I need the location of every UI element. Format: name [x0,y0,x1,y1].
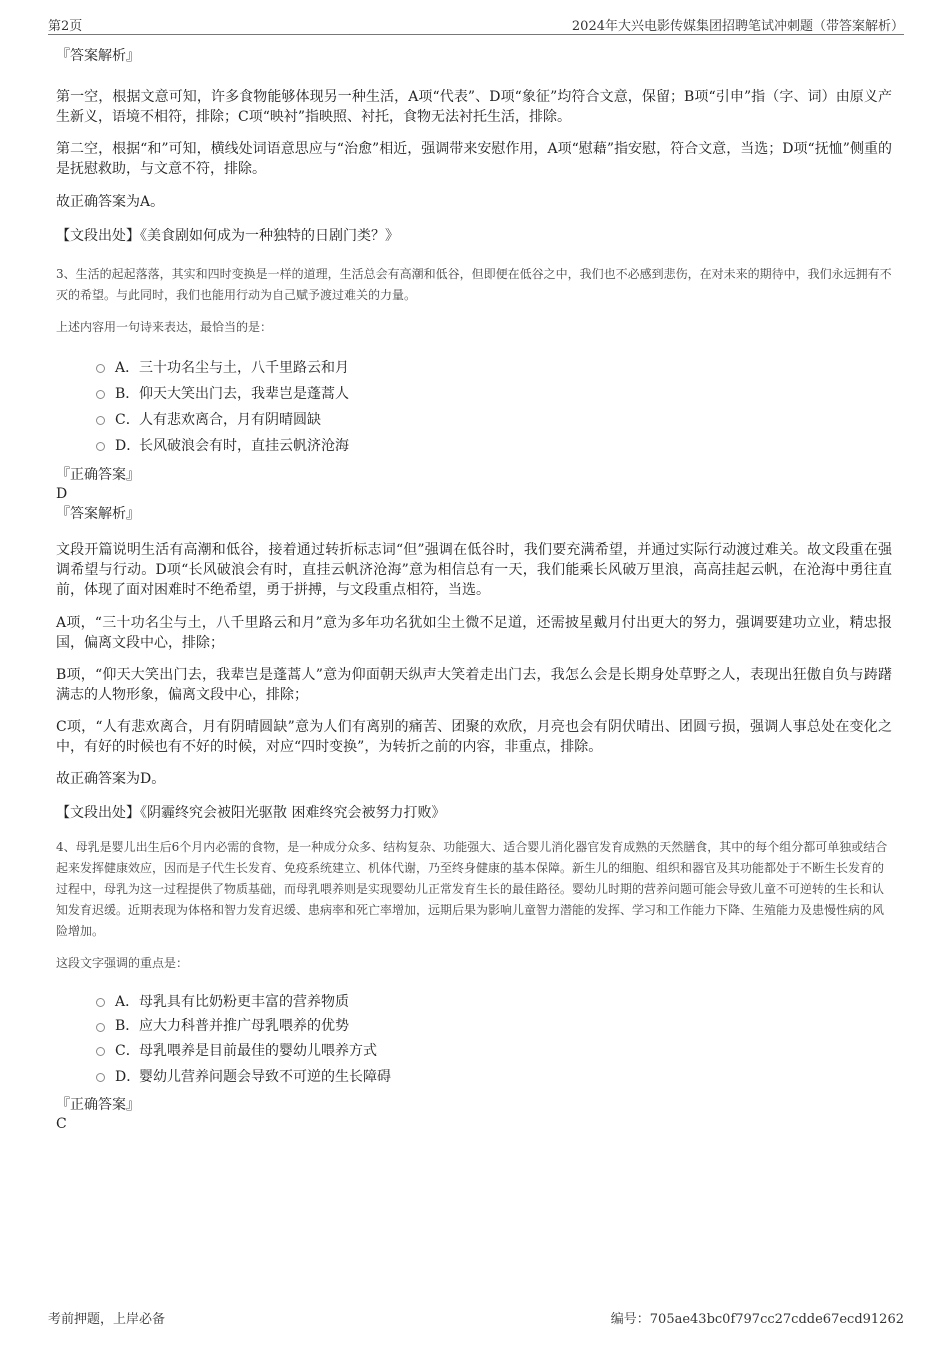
option-c[interactable]: C．人有悲欢离合，月有阴晴圆缺 [56,407,892,433]
analysis-conclusion: 故正确答案为D。 [56,771,166,787]
page-header [48,14,904,35]
analysis-paragraph: 第一空，根据文意可知，许多食物能够体现另一种生活，A项“代表”、D项“象征”均符合文意，保留；B项“引申”指（字、词）由原义产生新义，语境不相符，排除；C项“映衬”指映照、衬托，食物无法衬托生活，排除。 [56,89,892,125]
correct-answer: C [56,1116,67,1132]
option-list [56,355,892,459]
analysis-conclusion: 故正确答案为A。 [56,194,165,210]
question-stem: 4、母乳是婴儿出生后6个月内必需的食物，是一种成分众多、结构复杂、功能强大、适合婴儿消化器官发育成熟的天然膳食，其中的每个组分都可单独或结合起来发挥健康效应，因而是子代生长发育、免疫系统建立、机体代谢，乃至终身健康的基本保障。新生儿的细胞、组织和器官及其功能都处于不断生长发育的过程中，母乳为这一过程提供了物质基础，而母乳喂养则是实现婴幼儿正常发育生长的最佳路径。婴幼儿时期的营养问题可能会导致儿童不可逆转的生长和认知发育迟缓。近期表现为体格和智力发育迟缓、患病率和死亡率增加，远期后果为影响儿童智力潜能的发挥、学习和工作能力下降、生殖能力及患慢性病的风险增加。 [56,840,888,938]
radio-icon[interactable] [96,442,105,451]
analysis-paragraph: 第二空，根据“和”可知，横线处词语意思应与“治愈”相近，强调带来安慰作用，A项“慰藉”指安慰，符合文意，当选；D项“抚恤”侧重的是抚慰救助，与文意不符，排除。 [56,141,892,177]
page-number: 第2页 [48,19,83,34]
option-d[interactable]: D．长风破浪会有时，直挂云帆济沧海 [56,433,892,459]
option-d[interactable]: D．婴幼儿营养问题会导致不可逆的生长障碍 [56,1064,892,1090]
correct-answer-label: 『正确答案』 [56,1097,140,1113]
option-c[interactable]: C．母乳喂养是目前最佳的婴幼儿喂养方式 [56,1038,892,1064]
option-b[interactable]: B．应大力科普并推广母乳喂养的优势 [56,1015,892,1038]
correct-answer: D [56,486,68,502]
document-title: 2024年大兴电影传媒集团招聘笔试冲刺题（带答案解析） [571,19,904,34]
radio-icon[interactable] [96,364,105,373]
option-list [56,989,892,1090]
analysis-paragraph: B项，“仰天大笑出门去，我辈岂是蓬蒿人”意为仰面朝天纵声大笑着走出门去，我怎么会是长期身处草野之人，表现出狂傲自负与踌躇满志的人物形象，偏离文段中心，排除； [56,667,892,703]
correct-answer-label: 『正确答案』 [56,467,140,483]
page-footer [48,1308,904,1327]
radio-icon[interactable] [96,1073,105,1082]
question-prompt: 这段文字强调的重点是： [56,956,189,970]
analysis-paragraph: C项，“人有悲欢离合，月有阴晴圆缺”意为人们有离别的痛苦、团聚的欢欣，月亮也会有阴伏晴出、团圆亏损，强调人事总处在变化之中，有好的时候也有不好的时候，对应“四时变换”，为转折之前的内容，非重点，排除。 [56,719,892,755]
question-prompt: 上述内容用一句诗来表达，最恰当的是： [56,320,273,334]
analysis-paragraph: A项，“三十功名尘与土，八千里路云和月”意为多年功名犹如尘土微不足道，还需披星戴月付出更大的努力，强调要建功立业，精忠报国，偏离文段中心，排除； [56,615,892,651]
source-citation: 【文段出处】《阴霾终究会被阳光驱散 困难终究会被努力打败》 [56,805,446,821]
analysis-paragraph: 文段开篇说明生活有高潮和低谷，接着通过转折标志词“但”强调在低谷时，我们要充满希望，并通过实际行动渡过难关。故文段重在强调希望与行动。D项“长风破浪会有时，直挂云帆济沧海”意为相信总有一天，我们能乘长风破万里浪，高高挂起云帆，在沧海中勇往直前，体现了面对困难时不绝希望，勇于拼搏，与文段重点相符，当选。 [56,542,892,598]
analysis-label: 『答案解析』 [56,506,140,522]
radio-icon[interactable] [96,1023,105,1032]
source-citation: 【文段出处】《美食剧如何成为一种独特的日剧门类？》 [56,228,399,244]
radio-icon[interactable] [96,416,105,425]
option-a[interactable]: A．母乳具有比奶粉更丰富的营养物质 [56,989,892,1015]
option-b[interactable]: B．仰天大笑出门去，我辈岂是蓬蒿人 [56,381,892,407]
question-stem: 3、生活的起起落落，其实和四时变换是一样的道理，生活总会有高潮和低谷，但即便在低谷之中，我们也不必感到悲伤，在对未来的期待中，我们永远拥有不灭的希望。与此同时，我们也能用行动为自己赋予渡过难关的力量。 [56,267,892,302]
radio-icon[interactable] [96,390,105,399]
document-code: 编号：705ae43bc0f797cc27cdde67ecd91262 [610,1312,904,1327]
footer-slogan: 考前押题，上岸必备 [48,1312,166,1327]
page-content [56,38,892,1133]
radio-icon[interactable] [96,1047,105,1056]
analysis-label: 『答案解析』 [56,48,140,64]
radio-icon[interactable] [96,998,105,1007]
option-a[interactable]: A．三十功名尘与土，八千里路云和月 [56,355,892,381]
